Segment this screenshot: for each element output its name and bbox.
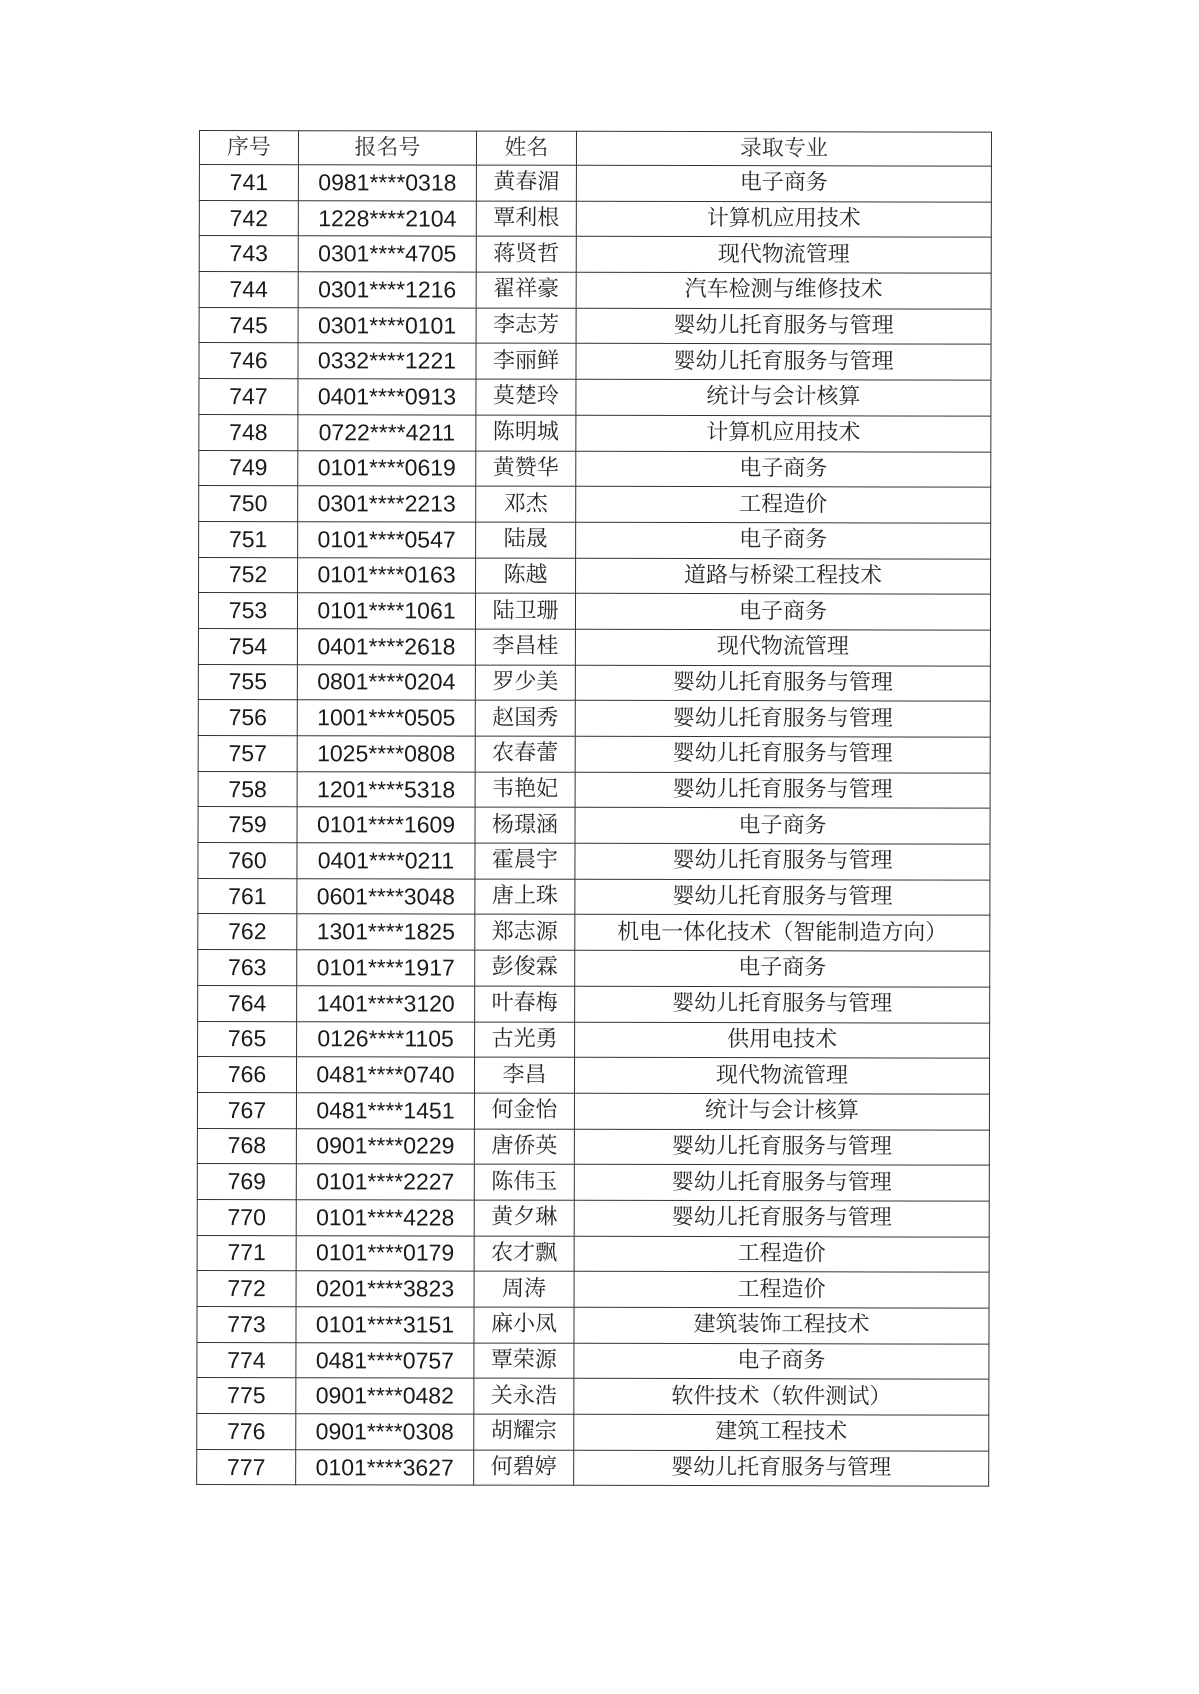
table-row (199, 521, 991, 558)
admitted-major-cell: 工程造价 (576, 486, 991, 523)
registration-number-cell: 0101****0163 (298, 557, 476, 593)
table-row (199, 200, 991, 237)
serial-number-cell: 763 (198, 950, 297, 986)
admitted-major-cell: 道路与桥梁工程技术 (576, 558, 991, 595)
table-row (198, 878, 990, 915)
table-row (197, 1449, 989, 1486)
serial-number-cell: 761 (198, 878, 297, 914)
serial-number-cell: 750 (199, 486, 298, 522)
registration-number-cell: 0101****0179 (296, 1235, 474, 1271)
table-row (197, 1057, 989, 1094)
registration-number-cell: 0401****0211 (297, 843, 475, 879)
serial-number-cell: 767 (197, 1092, 296, 1128)
admitted-major-cell: 供用电技术 (575, 1022, 990, 1059)
serial-number-cell: 775 (197, 1378, 296, 1414)
table-row (198, 771, 990, 808)
registration-number-cell: 0101****1609 (297, 807, 475, 843)
table-row (198, 914, 990, 951)
registration-number-cell: 0101****1917 (297, 950, 475, 986)
student-name-cell: 黄春湄 (476, 165, 576, 201)
admitted-major-cell: 电子商务 (575, 594, 990, 631)
serial-number-cell: 762 (198, 914, 297, 950)
admitted-major-cell: 汽车检测与维修技术 (576, 272, 991, 309)
registration-number-cell: 0901****0229 (296, 1128, 474, 1164)
admitted-major-cell: 统计与会计核算 (574, 1093, 989, 1130)
student-name-cell: 农才飘 (474, 1236, 574, 1272)
serial-number-cell: 777 (197, 1449, 296, 1485)
table-row (199, 557, 991, 594)
registration-number-cell: 0481****0740 (296, 1057, 474, 1093)
serial-number-cell: 744 (199, 272, 298, 308)
table-row (197, 1306, 989, 1343)
table-row (199, 272, 991, 309)
student-name-cell: 韦艳妃 (475, 772, 575, 808)
student-name-cell: 霍晨宇 (475, 843, 575, 879)
table-row (198, 843, 990, 880)
student-name-cell: 唐侨英 (474, 1129, 574, 1165)
table-row (197, 1199, 989, 1236)
registration-number-cell: 1401****3120 (297, 986, 475, 1022)
admitted-major-cell: 婴幼儿托育服务与管理 (575, 879, 990, 916)
serial-number-cell: 754 (198, 628, 297, 664)
student-name-cell: 覃利根 (476, 201, 576, 237)
student-name-cell: 何碧婷 (474, 1450, 574, 1486)
serial-number-cell: 757 (198, 735, 297, 771)
serial-number-cell: 746 (199, 343, 298, 379)
serial-number-cell: 773 (197, 1306, 296, 1342)
registration-number-cell: 0301****2213 (298, 486, 476, 522)
registration-number-cell: 0101****1061 (297, 593, 475, 629)
table-row (199, 343, 991, 380)
table-row (198, 700, 990, 737)
admitted-major-cell: 建筑装饰工程技术 (574, 1307, 989, 1344)
student-name-cell: 李志芳 (476, 308, 576, 344)
serial-number-cell: 759 (198, 807, 297, 843)
table-row (199, 165, 991, 202)
admitted-major-cell: 婴幼儿托育服务与管理 (575, 772, 990, 809)
student-name-cell: 唐上珠 (475, 879, 575, 915)
table-row (198, 950, 990, 987)
student-name-cell: 覃荣源 (474, 1343, 574, 1379)
student-name-cell: 邓杰 (476, 486, 576, 522)
admitted-major-cell: 现代物流管理 (574, 1057, 989, 1094)
student-name-cell: 翟祥豪 (476, 272, 576, 308)
student-name-cell: 彭俊霖 (475, 950, 575, 986)
table-row (199, 414, 991, 451)
student-name-cell: 叶春梅 (475, 986, 575, 1022)
table-row (197, 1128, 989, 1165)
table-row (197, 1414, 989, 1451)
header-registration-number: 报名号 (298, 131, 476, 165)
registration-number-cell: 1201****5318 (297, 771, 475, 807)
serial-number-cell: 742 (199, 200, 298, 236)
registration-number-cell: 0101****3627 (296, 1449, 474, 1485)
registration-number-cell: 0101****3151 (296, 1307, 474, 1343)
registration-number-cell: 0126****1105 (297, 1021, 475, 1057)
student-name-cell: 胡耀宗 (474, 1414, 574, 1450)
admitted-major-cell: 建筑工程技术 (574, 1414, 989, 1451)
header-name: 姓名 (476, 131, 576, 165)
serial-number-cell: 753 (198, 593, 297, 629)
admitted-major-cell: 婴幼儿托育服务与管理 (576, 344, 991, 381)
admitted-major-cell: 婴幼儿托育服务与管理 (575, 986, 990, 1023)
admitted-major-cell: 电子商务 (575, 950, 990, 987)
table-header (199, 131, 991, 167)
student-name-cell: 古光勇 (475, 1022, 575, 1058)
admitted-major-cell: 婴幼儿托育服务与管理 (576, 308, 991, 345)
serial-number-cell: 758 (198, 771, 297, 807)
table-row (197, 1342, 989, 1379)
serial-number-cell: 770 (197, 1199, 296, 1235)
admitted-major-cell: 计算机应用技术 (576, 415, 991, 452)
student-name-cell: 周涛 (474, 1271, 574, 1307)
student-name-cell: 麻小凤 (474, 1307, 574, 1343)
student-name-cell: 杨璟涵 (475, 807, 575, 843)
student-name-cell: 蒋贤哲 (476, 236, 576, 272)
registration-number-cell: 0301****1216 (298, 272, 476, 308)
registration-number-cell: 1228****2104 (298, 200, 476, 236)
table-row (198, 664, 990, 701)
admitted-major-cell: 婴幼儿托育服务与管理 (574, 1200, 989, 1237)
table-row (198, 628, 990, 665)
serial-number-cell: 743 (199, 236, 298, 272)
student-name-cell: 黄赞华 (476, 451, 576, 487)
student-name-cell: 陈越 (476, 558, 576, 594)
admitted-major-cell: 电子商务 (576, 522, 991, 559)
admitted-major-cell: 婴幼儿托育服务与管理 (575, 665, 990, 702)
admitted-major-cell: 软件技术（软件测试） (574, 1379, 989, 1416)
registration-number-cell: 0801****0204 (297, 664, 475, 700)
serial-number-cell: 766 (197, 1057, 296, 1093)
serial-number-cell: 774 (197, 1342, 296, 1378)
serial-number-cell: 752 (199, 557, 298, 593)
admitted-major-cell: 婴幼儿托育服务与管理 (575, 843, 990, 880)
registration-number-cell: 0722****4211 (298, 415, 476, 451)
student-name-cell: 农春蕾 (475, 736, 575, 772)
admitted-major-cell: 现代物流管理 (576, 237, 991, 274)
serial-number-cell: 751 (199, 521, 298, 557)
admitted-major-cell: 婴幼儿托育服务与管理 (574, 1129, 989, 1166)
student-name-cell: 李昌桂 (475, 629, 575, 665)
student-name-cell: 陆晟 (476, 522, 576, 558)
registration-number-cell: 0981****0318 (298, 165, 476, 201)
serial-number-cell: 741 (199, 165, 298, 201)
serial-number-cell: 745 (199, 307, 298, 343)
table-row (198, 1021, 990, 1058)
registration-number-cell: 0601****3048 (297, 878, 475, 914)
table-row (198, 985, 990, 1022)
table-row (199, 307, 991, 344)
header-admitted-major: 录取专业 (576, 131, 991, 166)
serial-number-cell: 747 (199, 379, 298, 415)
serial-number-cell: 756 (198, 700, 297, 736)
student-name-cell: 黄夕琳 (474, 1200, 574, 1236)
table-row (197, 1271, 989, 1308)
serial-number-cell: 765 (198, 1021, 297, 1057)
student-name-cell: 郑志源 (475, 915, 575, 951)
student-name-cell: 罗少美 (475, 665, 575, 701)
header-serial-number: 序号 (199, 131, 298, 165)
admitted-major-cell: 统计与会计核算 (576, 379, 991, 416)
table-row (199, 379, 991, 416)
student-name-cell: 赵国秀 (475, 700, 575, 736)
serial-number-cell: 755 (198, 664, 297, 700)
student-name-cell: 李丽鲜 (476, 344, 576, 380)
table-row (199, 486, 991, 523)
admitted-major-cell: 婴幼儿托育服务与管理 (574, 1450, 989, 1487)
admitted-major-cell: 电子商务 (575, 808, 990, 845)
serial-number-cell: 772 (197, 1271, 296, 1307)
header-row (199, 131, 991, 167)
table-body (197, 165, 992, 1487)
registration-number-cell: 0101****4228 (296, 1200, 474, 1236)
table-row (197, 1092, 989, 1129)
registration-number-cell: 0332****1221 (298, 343, 476, 379)
serial-number-cell: 764 (198, 985, 297, 1021)
registration-number-cell: 0201****3823 (296, 1271, 474, 1307)
student-name-cell: 莫楚玲 (476, 379, 576, 415)
admitted-major-cell: 工程造价 (574, 1272, 989, 1309)
admitted-major-cell: 电子商务 (576, 451, 991, 488)
admission-table (196, 130, 992, 1487)
registration-number-cell: 0481****0757 (296, 1342, 474, 1378)
student-name-cell: 陈明城 (476, 415, 576, 451)
registration-number-cell: 0101****2227 (296, 1164, 474, 1200)
admitted-major-cell: 机电一体化技术（智能制造方向） (575, 915, 990, 952)
table-row (199, 236, 991, 273)
table-row (198, 807, 990, 844)
registration-number-cell: 0401****2618 (297, 629, 475, 665)
serial-number-cell: 760 (198, 843, 297, 879)
registration-number-cell: 1301****1825 (297, 914, 475, 950)
registration-number-cell: 1025****0808 (297, 736, 475, 772)
table-row (197, 1235, 989, 1272)
serial-number-cell: 769 (197, 1164, 296, 1200)
registration-number-cell: 0101****0619 (298, 450, 476, 486)
registration-number-cell: 0101****0547 (298, 522, 476, 558)
student-name-cell: 陈伟玉 (474, 1164, 574, 1200)
registration-number-cell: 0901****0308 (296, 1414, 474, 1450)
registration-number-cell: 0301****0101 (298, 307, 476, 343)
serial-number-cell: 748 (199, 414, 298, 450)
table-row (197, 1378, 989, 1415)
registration-number-cell: 0401****0913 (298, 379, 476, 415)
table-row (198, 735, 990, 772)
admitted-major-cell: 计算机应用技术 (576, 201, 991, 238)
table-row (198, 593, 990, 630)
serial-number-cell: 771 (197, 1235, 296, 1271)
registration-number-cell: 1001****0505 (297, 700, 475, 736)
serial-number-cell: 749 (199, 450, 298, 486)
admitted-major-cell: 电子商务 (574, 1343, 989, 1380)
admitted-major-cell: 婴幼儿托育服务与管理 (574, 1165, 989, 1202)
registration-number-cell: 0301****4705 (298, 236, 476, 272)
admitted-major-cell: 现代物流管理 (575, 629, 990, 666)
admitted-major-cell: 电子商务 (576, 165, 991, 202)
table-row (199, 450, 991, 487)
student-name-cell: 关永浩 (474, 1378, 574, 1414)
admitted-major-cell: 婴幼儿托育服务与管理 (575, 701, 990, 738)
student-name-cell: 李昌 (474, 1057, 574, 1093)
registration-number-cell: 0901****0482 (296, 1378, 474, 1414)
serial-number-cell: 768 (197, 1128, 296, 1164)
admitted-major-cell: 婴幼儿托育服务与管理 (575, 736, 990, 773)
serial-number-cell: 776 (197, 1414, 296, 1450)
registration-number-cell: 0481****1451 (296, 1093, 474, 1129)
student-name-cell: 陆卫珊 (475, 593, 575, 629)
table-row (197, 1164, 989, 1201)
admitted-major-cell: 工程造价 (574, 1236, 989, 1273)
student-name-cell: 何金怡 (474, 1093, 574, 1129)
